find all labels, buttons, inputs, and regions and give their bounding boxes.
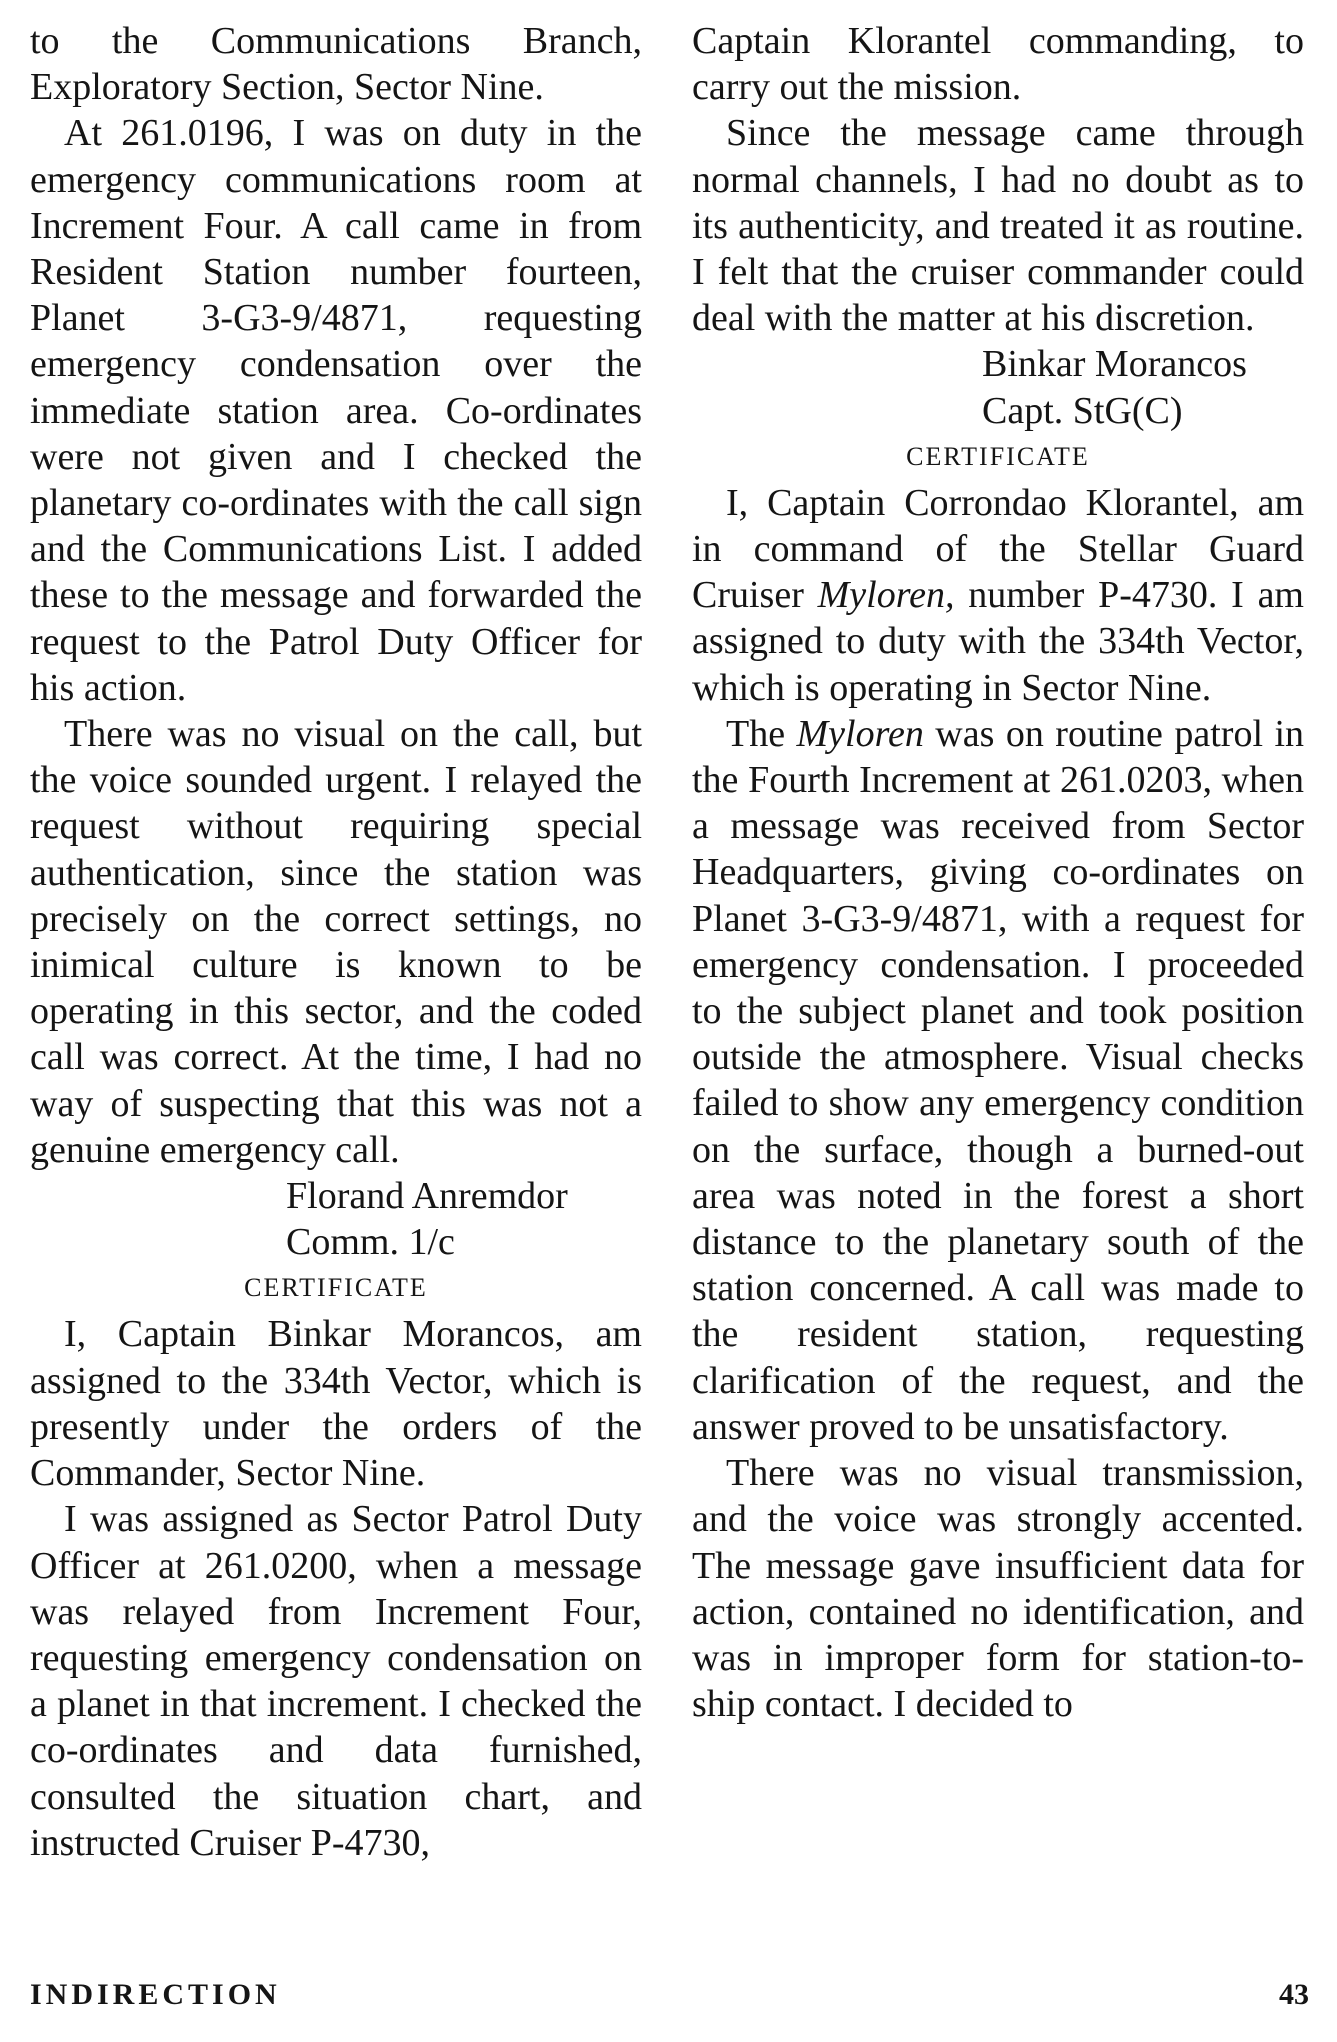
- signature-name: Binkar Morancos: [982, 343, 1247, 386]
- paragraph-continuation: to the Communications Branch, Exploratory Section, Sector Nine.: [30, 20, 642, 109]
- text-run: I, Captain Corrondao Klorantel, am in command of the Stellar Guard Cruiser: [692, 481, 1304, 617]
- certificate-heading: CERTIFICATE: [906, 441, 1090, 471]
- signature-block-anremdor: [30, 1173, 642, 1265]
- paragraph-routine-patrol: [692, 711, 1304, 1450]
- paragraph-continuation: Captain Klorantel commanding, to carry out the mission.: [692, 20, 1304, 109]
- paragraph-authenticity: Since the message came through normal channels, I had no doubt as to its authenticity, and treated it as routine. I felt that the cruiser commander could deal with the matter at his discretion.: [692, 112, 1304, 340]
- paragraph-klorantel-command: [692, 480, 1304, 711]
- signature-block-morancos: [692, 341, 1304, 433]
- text-run: number P-4730. I am assigned to duty with the 334th Vector, which is operating in Sector Nine.: [692, 574, 1304, 709]
- left-column: [30, 18, 642, 1866]
- paragraph-patrol-duty: I was assigned as Sector Patrol Duty Officer at 261.0200, when a message was relayed from Increment Four, requesting emergency condensation on a planet in that increment. I checked the co-ordinates and data furnished, consulted the situation chart, and instructed Cruiser P-4730,: [30, 1498, 642, 1864]
- ship-name: Myloren,: [817, 574, 955, 617]
- certificate-heading: CERTIFICATE: [244, 1273, 428, 1303]
- signature-name: Florand Anremdor: [286, 1175, 568, 1218]
- ship-name: Myloren: [796, 712, 924, 755]
- signature-rank: Capt. StG(C): [982, 389, 1183, 432]
- text-run: was on routine patrol in the Fourth Increment at 261.0203, when a message was received from Sector Headquarters, giving co-ordinates on Planet 3-G3-9/4871, with a request for emergency condensation. I proceeded to the subject planet and took position outside the atmosphere. Visual checks failed to show any emergency condition on the surface, though a burned-out area was noted in the forest a short distance to the planetary south of the station concerned. A call was made to the resident station, requesting clarification of the request, and the answer proved to be unsatisfactory.: [692, 712, 1304, 1448]
- right-column: [692, 18, 1304, 1727]
- text-run: The: [726, 712, 797, 755]
- paragraph-no-visual-transmission: There was no visual transmission, and the voice was strongly accented. The message gave insufficient data for action, contained no identification, and was in improper form for station-to-ship contact. I decided to: [692, 1452, 1304, 1726]
- paragraph-morancos-assignment: I, Captain Binkar Morancos, am assigned to the 334th Vector, which is presently under the orders of the Commander, Sector Nine.: [30, 1313, 642, 1495]
- paragraph-no-visual: There was no visual on the call, but the voice sounded urgent. I relayed the request without requiring special authentication, since the station was precisely on the correct settings, no inimical culture is known to be operating in this sector, and the coded call was correct. At the time, I had no way of suspecting that this was not a genuine emergency call.: [30, 713, 642, 1171]
- running-footer-title: INDIRECTION: [30, 1978, 281, 2011]
- paragraph-duty-report: At 261.0196, I was on duty in the emergency communications room at Increment Four. A call came in from Resident Station number fourteen, Planet 3-G3-9/4871, requesting emergency condensation over the immediate station area. Co-ordinates were not given and I checked the planetary co-ordinates with the call sign and the Communications List. I added these to the message and forwarded the request to the Patrol Duty Officer for his action.: [30, 112, 642, 709]
- page-number: 43: [1279, 1978, 1309, 2011]
- signature-rank: Comm. 1/c: [286, 1221, 455, 1264]
